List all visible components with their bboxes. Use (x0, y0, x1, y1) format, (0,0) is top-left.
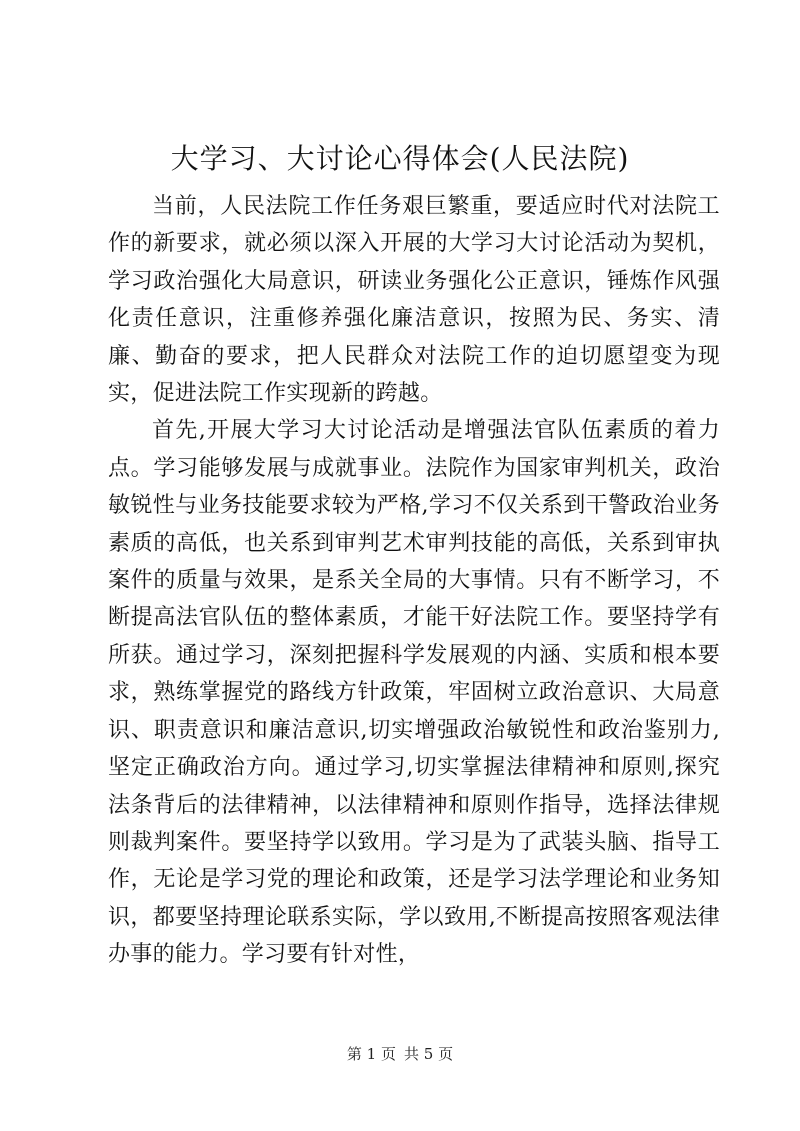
page-footer (0, 1044, 800, 1064)
document-body (108, 188, 720, 974)
paragraph-1: 当前，人民法院工作任务艰巨繁重，要适应时代对法院工作的新要求，就必须以深入开展的大学习大讨论活动为契机，学习政治强化大局意识，研读业务强化公正意识，锤炼作风强化责任意识，注重修养强化廉洁意识，按照为民、务实、清廉、勤奋的要求，把人民群众对法院工作的迫切愿望变为现实，促进法院工作实现新的跨越。 (108, 194, 720, 407)
paragraph-2: 首先,开展大学习大讨论活动是增强法官队伍素质的着力点。学习能够发展与成就事业。法院作为国家审判机关，政治敏锐性与业务技能要求较为严格,学习不仅关系到干警政治业务素质的高低，也关系到审判艺术审判技能的高低，关系到审执案件的质量与效果，是系关全局的大事情。只有不断学习，不断提高法官队伍的整体素质，才能干好法院工作。要坚持学有所获。通过学习，深刻把握科学发展观的内涵、实质和根本要求，熟练掌握党的路线方针政策，牢固树立政治意识、大局意识、职责意识和廉洁意识,切实增强政治敏锐性和政治鉴别力,坚定正确政治方向。通过学习,切实掌握法律精神和原则,探究法条背后的法律精神，以法律精神和原则作指导，选择法律规则裁判案件。要坚持学以致用。学习是为了武装头脑、指导工作，无论是学习党的理论和政策，还是学习法学理论和业务知识，都要坚持理论联系实际，学以致用,不断提高按照客观法律办事的能力。学习要有针对性， (108, 418, 720, 968)
document-title: 大学习、大讨论心得体会(人民法院) (170, 142, 630, 175)
page-total: 共 5 页 (404, 1045, 454, 1063)
page-number: 第 1 页 (346, 1045, 396, 1063)
